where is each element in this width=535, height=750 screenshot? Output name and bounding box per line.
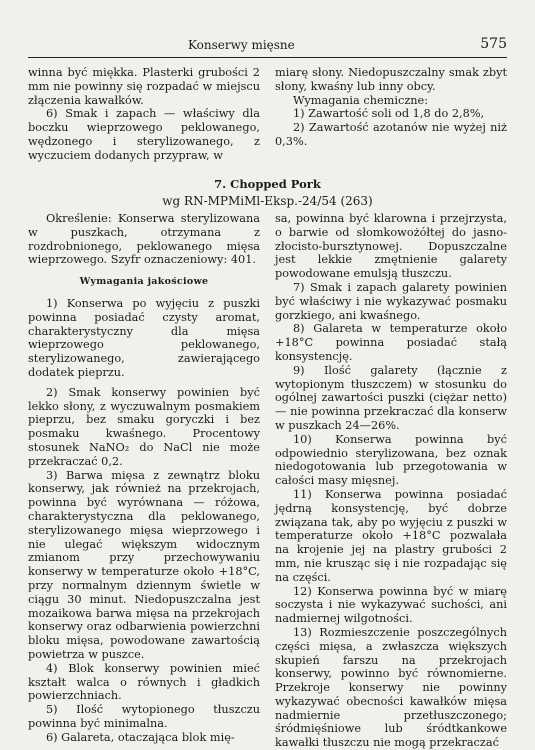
top-right-column xyxy=(275,66,507,163)
paragraph: 9) Ilość galarety (łącznie z wytopionym tłuszczem) w stosunku do ogólnej zawartości puszki (ciężar netto) — nie powinna przekraczać dla konserw w puszkach 24—26%. xyxy=(275,363,507,432)
paragraph: 3) Barwa mięsa z zewnątrz bloku konserwy, jak również na przekrojach, powinna być wyrównana — różowa, charakterystyczna dla peklowanego, sterylizowanego mięsa wieprzowego i nie ulegać większym widocznym zmianom przy przechowywaniu konserwy w temperaturze około +18°C, przy normalnym dziennym świetle w ciągu 30 minut. Niedopuszczalna jest mozaikowa barwa mięsa na przekrojach konserwy oraz odbarwienia powierzchni bloku mięsa, powodowane zawartością powietrza w puszce. xyxy=(28,468,260,661)
header-rule xyxy=(28,57,507,58)
continuation-section xyxy=(28,66,507,163)
left-column xyxy=(28,212,260,750)
paragraph: Wymagania chemiczne: xyxy=(293,93,429,107)
paragraph: 1) Konserwa po wyjęciu z puszki powinna posiadać czysty aromat, charakterystyczny dla mięsa wieprzowego peklowanego, sterylizowanego, zawierającego dodatek pieprzu. xyxy=(28,296,260,379)
page-header xyxy=(28,36,507,56)
definition-paragraph: Określenie: Konserwa sterylizowana w puszkach, otrzymana z rozdrobnionego, peklowanego mięsa wieprzowego. Szyfr oznaczeniowy: 401. xyxy=(28,212,260,267)
section-standard: wg RN-MPMiMl-Eksp.-24/54 (263) xyxy=(162,194,373,208)
right-column xyxy=(275,212,507,750)
section-title: 7. Chopped Pork xyxy=(214,177,321,191)
paragraph: 4) Blok konserwy powinien mieć kształt walca o równych i gładkich powierzchniach. xyxy=(28,661,260,703)
paragraph: 2) Zawartość azotanów nie wyżej niż 0,3%. xyxy=(275,121,507,148)
paragraph: 10) Konserwa powinna być odpowiednio sterylizowana, bez oznak niedogotowania lub przegotowania w całości masy mięsnej. xyxy=(275,432,507,488)
paragraph: miarę słony. Niedopuszczalny smak zbyt słony, kwaśny lub inny obcy. xyxy=(275,66,507,93)
section-heading xyxy=(28,176,507,210)
page-number: 575 xyxy=(480,36,507,52)
paragraph: 13) Rozmieszczenie poszczególnych części mięsa, a zwłaszcza większych skupień farszu na przekrojach konserwy, powinno być równomierne. Przekroje konserwy nie powinny wykazywać obecności kawałków mięsa nadmiernie przetłuszczonego; śródmięśniowe lub śródtkankowe kawałki tłuszczu nie mogą przekraczać xyxy=(275,625,507,750)
paragraph: sa, powinna być klarowna i przejrzysta, o barwie od słomkowożółtej do jasno-złocisto-bursztynowej. Dopuszczalne jest lekkie zmętnienie galarety powodowane emulsją tłuszczu. xyxy=(275,212,507,281)
running-title: Konserwy mięsne xyxy=(188,38,295,52)
paragraph: 6) Galareta, otaczająca blok mię- xyxy=(46,730,235,744)
paragraph: 12) Konserwa powinna być w miarę soczysta i nie wykazywać suchości, ani nadmiernej wilgotności. xyxy=(275,584,507,626)
paragraph: 8) Galareta w temperaturze około +18°C powinna posiadać stałą konsystencję. xyxy=(275,322,507,363)
paragraph: 6) Smak i zapach — właściwy dla boczku wieprzowego peklowanego, wędzonego i sterylizowanego, z wyczuciem dodanych przypraw, w xyxy=(28,107,260,162)
paragraph: 1) Zawartość soli od 1,8 do 2,8%, xyxy=(293,107,485,121)
paragraph: 7) Smak i zapach galarety powinien być właściwy i nie wykazywać posmaku gorzkiego, ani kwaśnego. xyxy=(275,280,507,322)
main-section xyxy=(28,212,507,750)
paragraph: winna być miękka. Plasterki grubości 2 mm nie powinny się rozpadać w miejscu złączenia kawałków. xyxy=(28,66,260,107)
paragraph: 2) Smak konserwy powinien być lekko słony, z wyczuwalnym posmakiem pieprzu, bez smaku goryczki i bez posmaku kwaśnego. Procentowy stosunek NaNO₂ do NaCl nie może przekraczać 0,2. xyxy=(28,385,260,468)
top-left-column xyxy=(28,66,260,163)
paragraph: 11) Konserwa powinna posiadać jędrną konsystencję, być dobrze związana tak, aby po wyjęciu z puszki w temperaturze około +18°C pozwalała na krojenie jej na plastry grubości 2 mm, nie krusząc się i nie rozpadając się na części. xyxy=(275,487,507,584)
subheading: Wymagania jakościowe xyxy=(79,276,209,288)
paragraph: 5) Ilość wytopionego tłuszczu powinna być minimalna. xyxy=(28,703,260,730)
